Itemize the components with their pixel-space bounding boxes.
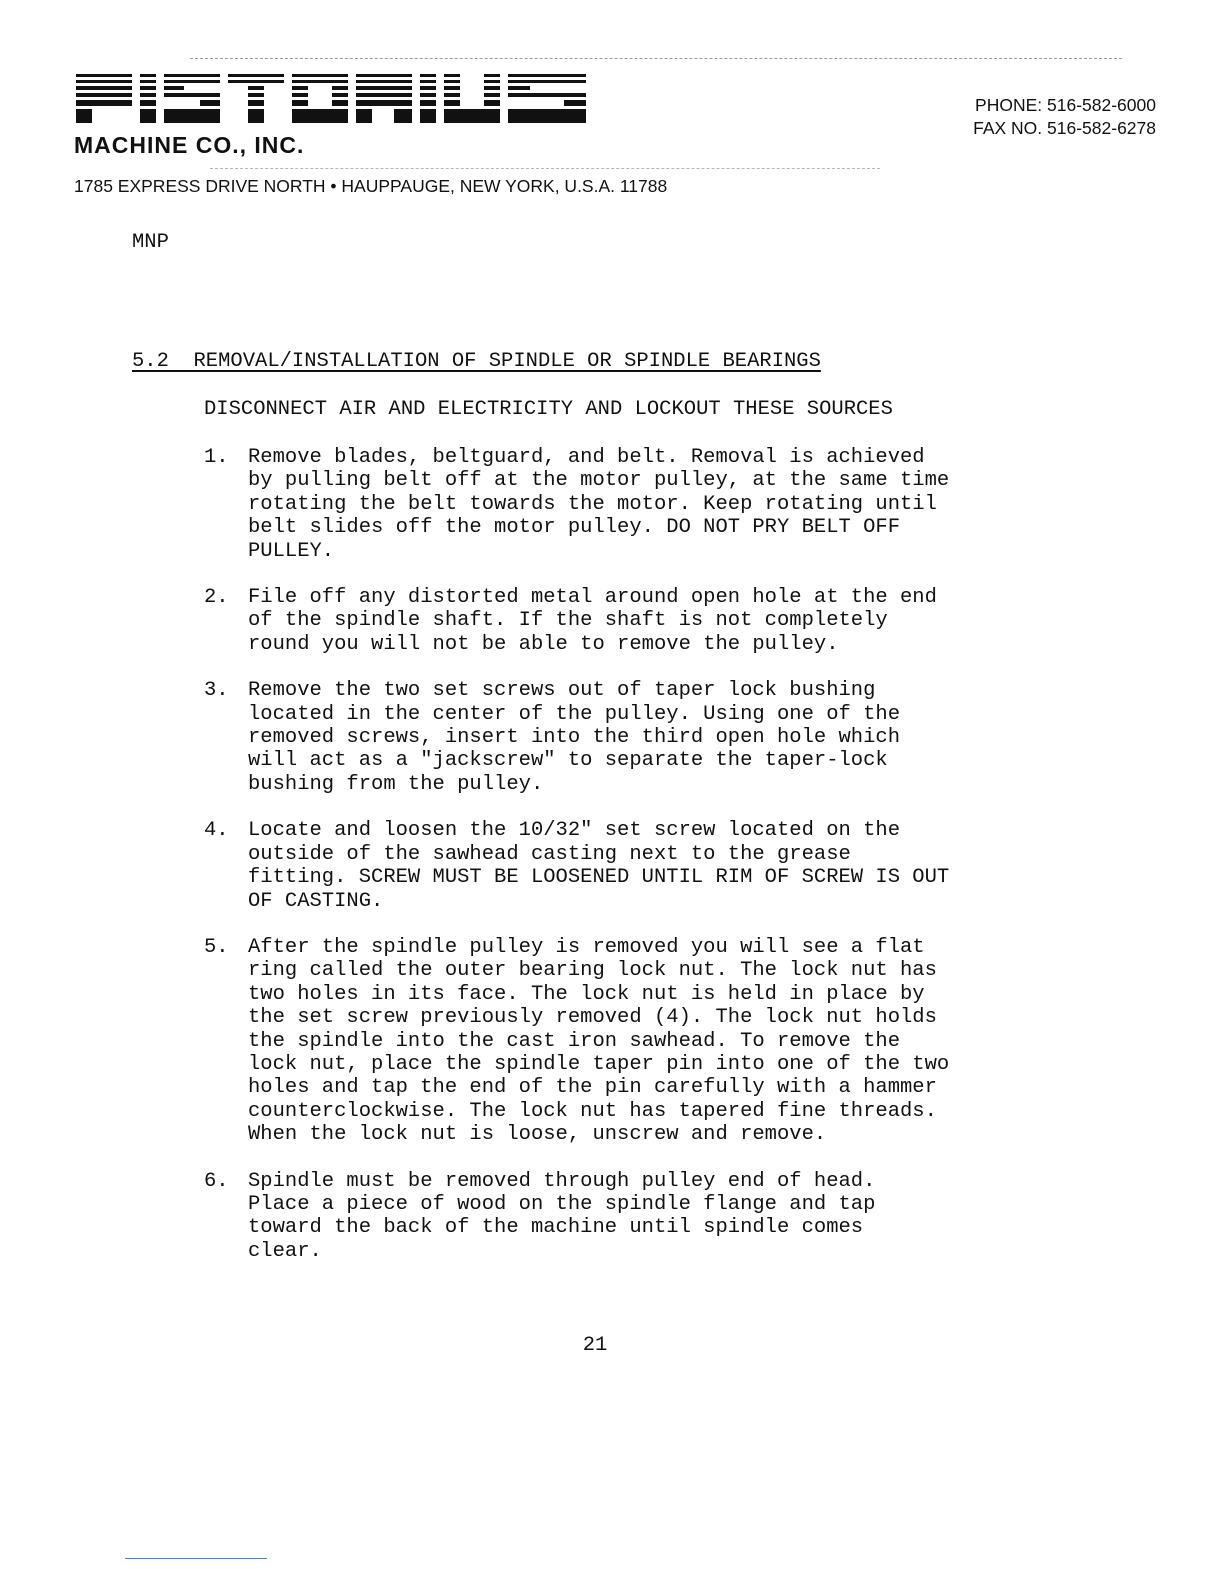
phone-number: PHONE: 516-582-6000 — [975, 95, 1156, 115]
step-item — [204, 446, 1104, 563]
step-item — [204, 679, 1104, 796]
step-text: Locate and loosen the 10/32" set screw located on the outside of the sawhead casting next to the grease fitting. SCREW MUST BE LOOSENED UNTIL RIM OF SCREW IS OUT OF CASTING. — [248, 819, 950, 913]
footnote-rule — [125, 1558, 267, 1559]
fax-number: FAX NO. 516-582-6278 — [973, 118, 1156, 138]
company-logo — [76, 74, 588, 126]
safety-notice: DISCONNECT AIR AND ELECTRICITY AND LOCKOUT THESE SOURCES — [204, 398, 893, 421]
scan-rule-middle — [210, 168, 880, 169]
step-item — [204, 936, 1104, 1147]
step-number: 2. — [204, 586, 229, 610]
section-heading: 5.2 REMOVAL/INSTALLATION OF SPINDLE OR SPINDLE BEARINGS — [132, 350, 821, 373]
company-address: 1785 EXPRESS DRIVE NORTH • HAUPPAUGE, NEW YORK, U.S.A. 11788 — [74, 176, 668, 196]
step-text: Remove blades, beltguard, and belt. Removal is achieved by pulling belt off at the motor pulley, at the same time rotating the belt towards the motor. Keep rotating until belt slides off the motor pulley. DO NOT PRY BELT OFF PULLEY. — [248, 446, 950, 563]
step-number: 3. — [204, 679, 229, 703]
step-number: 5. — [204, 935, 229, 959]
step-text: File off any distorted metal around open hole at the end of the spindle shaft. If the shaft is not completely round you will not be able to remove the pulley. — [248, 586, 937, 656]
step-number: 1. — [204, 446, 229, 469]
step-text: After the spindle pulley is removed you will see a flat ring called the outer bearing lock nut. The lock nut has two holes in its face. The lock nut is held in place by the set screw previously removed (4). The lock nut holds the spindle into the cast iron sawhead. To remove the lock nut, place the spindle taper pin into one of the two holes and tap the end of the pin carefully with a hammer counterclockwise. The lock nut has tapered fine threads. When the lock nut is loose, unscrew and remove. — [248, 935, 950, 1147]
company-name: MACHINE CO., INC. — [74, 132, 305, 158]
contact-block — [973, 94, 1156, 140]
step-text: Spindle must be removed through pulley end of head. Place a piece of wood on the spindle flange and tap toward the back of the machine until spindle comes clear. — [248, 1169, 876, 1263]
step-number: 6. — [204, 1169, 229, 1193]
step-number: 4. — [204, 819, 229, 843]
page-number: 21 — [582, 1334, 608, 1357]
scan-rule-top — [190, 58, 1122, 59]
procedure-steps — [204, 446, 1104, 1286]
step-item — [204, 1170, 1104, 1264]
step-item — [204, 586, 1104, 656]
step-item — [204, 819, 1104, 913]
document-reference: MNP — [132, 231, 169, 254]
step-text: Remove the two set screws out of taper lock bushing located in the center of the pulley. Using one of the removed screws, insert into the third open hole which will act as a "jackscrew" to separate the taper-lock bushing from the pulley. — [248, 679, 901, 796]
